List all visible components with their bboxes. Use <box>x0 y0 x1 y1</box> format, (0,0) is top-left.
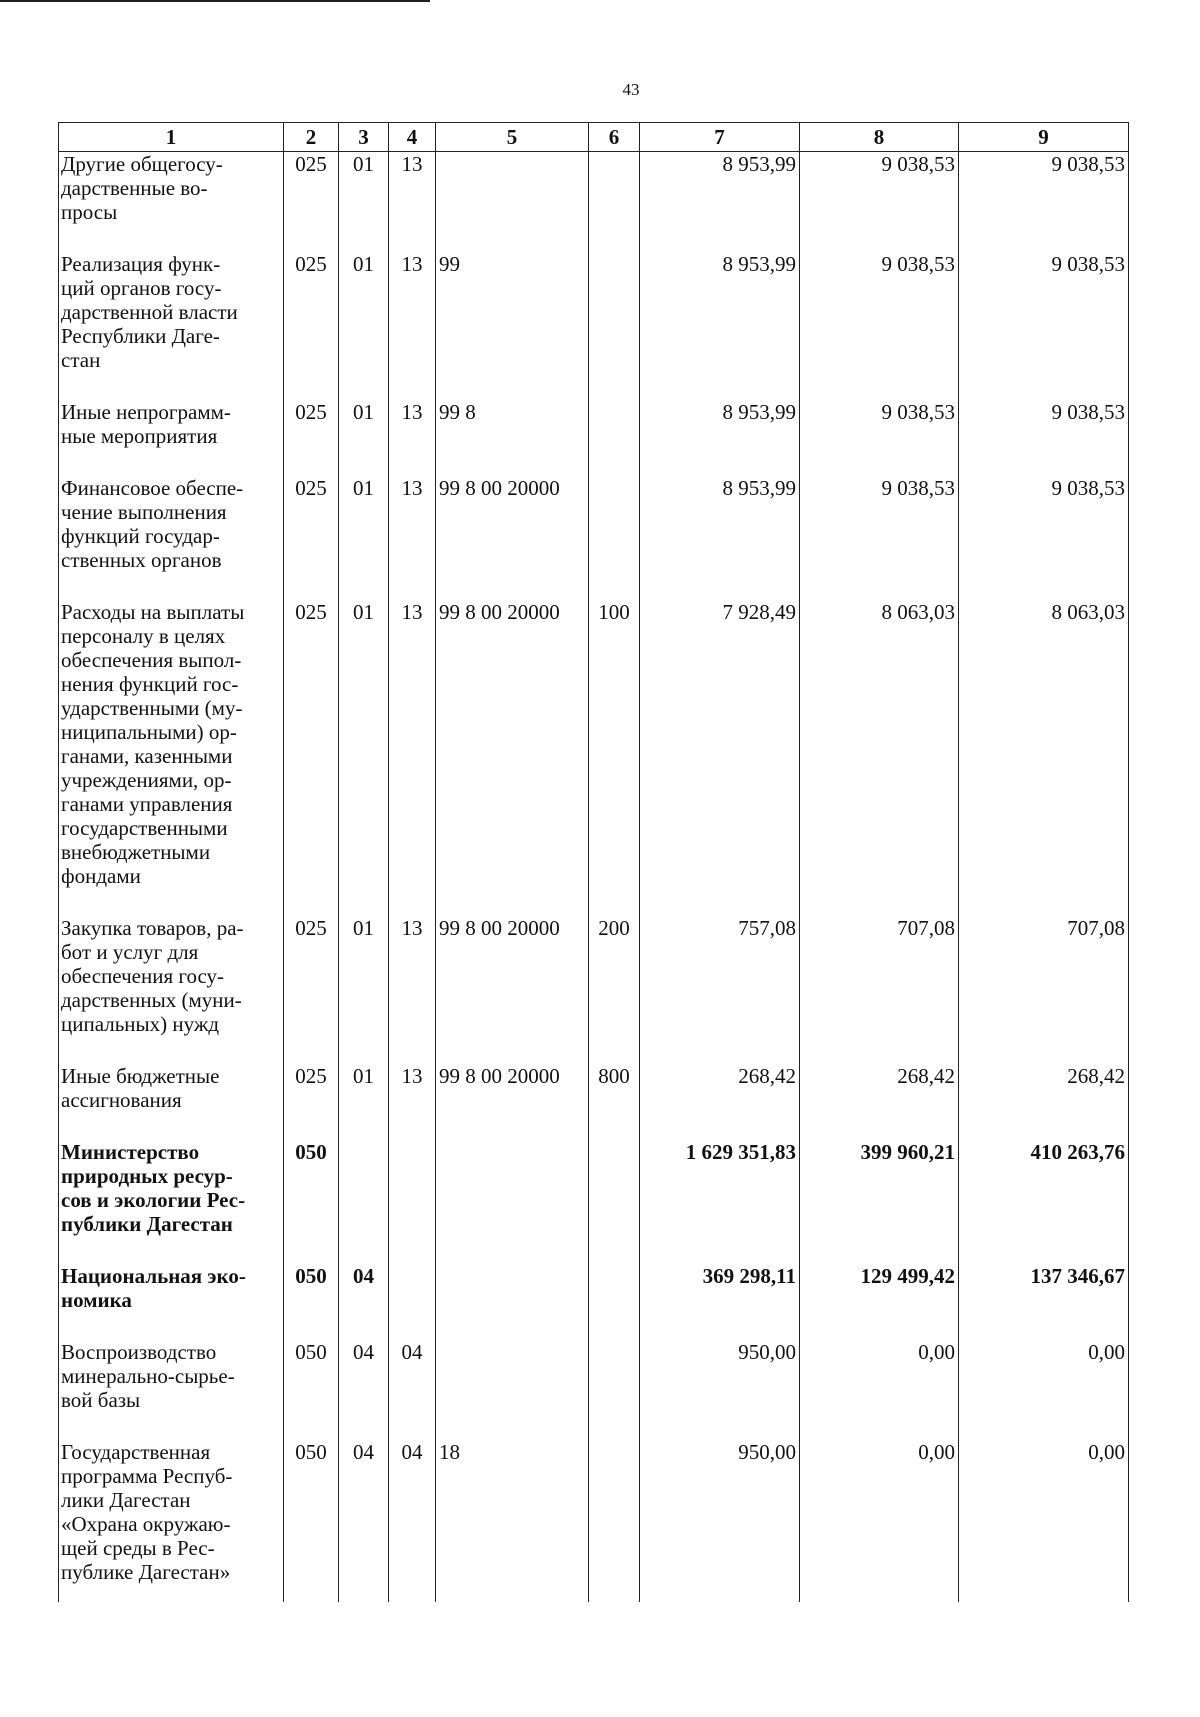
row-name-cell: Реализация функ- ций органов госу- дарственной власти Республики Даге- стан <box>59 252 284 400</box>
amount-col9-cell: 9 038,53 <box>959 476 1129 600</box>
amount-col8-cell: 707,08 <box>800 916 959 1064</box>
amount-col8-cell: 9 038,53 <box>800 476 959 600</box>
amount-col9-cell: 9 038,53 <box>959 400 1129 476</box>
row-name-cell: Иные непрограмм- ные мероприятия <box>59 400 284 476</box>
admin-code-cell: 025 <box>284 916 339 1064</box>
section-code-cell: 01 <box>339 252 389 400</box>
column-header: 4 <box>389 123 436 152</box>
table-row <box>59 1064 1129 1140</box>
amount-col8-cell: 0,00 <box>800 1440 959 1602</box>
admin-code-cell: 025 <box>284 252 339 400</box>
amount-col9-cell: 268,42 <box>959 1064 1129 1140</box>
section-code-cell: 01 <box>339 1064 389 1140</box>
expense-type-cell: 100 <box>589 600 640 916</box>
table-row <box>59 916 1129 1064</box>
admin-code-cell: 025 <box>284 1064 339 1140</box>
expense-type-cell <box>589 1264 640 1340</box>
amount-col8-cell: 129 499,42 <box>800 1264 959 1340</box>
section-code-cell: 01 <box>339 600 389 916</box>
admin-code-cell: 050 <box>284 1340 339 1440</box>
table-body <box>59 152 1129 1603</box>
amount-col7-cell: 950,00 <box>640 1440 800 1602</box>
admin-code-cell: 050 <box>284 1264 339 1340</box>
target-article-cell <box>436 1340 589 1440</box>
row-name-cell: Закупка товаров, ра- бот и услуг для обеспечения госу- дарственных (муни- ципальных) нужд <box>59 916 284 1064</box>
target-article-cell <box>436 152 589 253</box>
section-code-cell: 01 <box>339 476 389 600</box>
expense-type-cell <box>589 400 640 476</box>
section-code-cell: 04 <box>339 1440 389 1602</box>
admin-code-cell: 050 <box>284 1140 339 1264</box>
expense-type-cell <box>589 1440 640 1602</box>
table-row <box>59 1140 1129 1264</box>
admin-code-cell: 025 <box>284 152 339 253</box>
amount-col8-cell: 8 063,03 <box>800 600 959 916</box>
row-name-cell: Расходы на выплаты персоналу в целях обеспечения выпол- нения функций гос- ударственными (му- ниципальными) ор- ганами, казенными учреждениями, ор- ганами управления государственными внебюджетными фондами <box>59 600 284 916</box>
expense-type-cell: 200 <box>589 916 640 1064</box>
table-row <box>59 1340 1129 1440</box>
target-article-cell <box>436 1140 589 1264</box>
amount-col8-cell: 9 038,53 <box>800 400 959 476</box>
admin-code-cell: 025 <box>284 476 339 600</box>
section-code-cell <box>339 1140 389 1264</box>
admin-code-cell: 025 <box>284 600 339 916</box>
amount-col8-cell: 0,00 <box>800 1340 959 1440</box>
subsection-code-cell: 13 <box>389 476 436 600</box>
target-article-cell: 99 8 00 20000 <box>436 916 589 1064</box>
section-code-cell: 01 <box>339 400 389 476</box>
amount-col8-cell: 399 960,21 <box>800 1140 959 1264</box>
amount-col7-cell: 8 953,99 <box>640 152 800 253</box>
amount-col9-cell: 9 038,53 <box>959 152 1129 253</box>
amount-col9-cell: 9 038,53 <box>959 252 1129 400</box>
column-header: 1 <box>59 123 284 152</box>
column-header: 9 <box>959 123 1129 152</box>
subsection-code-cell <box>389 1264 436 1340</box>
row-name-cell: Финансовое обеспе- чение выполнения функций государ- ственных органов <box>59 476 284 600</box>
amount-col7-cell: 8 953,99 <box>640 400 800 476</box>
section-code-cell: 01 <box>339 916 389 1064</box>
amount-col8-cell: 268,42 <box>800 1064 959 1140</box>
subsection-code-cell: 13 <box>389 400 436 476</box>
table-row <box>59 1440 1129 1602</box>
target-article-cell: 99 8 00 20000 <box>436 600 589 916</box>
amount-col9-cell: 707,08 <box>959 916 1129 1064</box>
amount-col9-cell: 410 263,76 <box>959 1140 1129 1264</box>
row-name-cell: Другие общегосу- дарственные во- просы <box>59 152 284 253</box>
subsection-code-cell: 13 <box>389 152 436 253</box>
amount-col8-cell: 9 038,53 <box>800 152 959 253</box>
subsection-code-cell: 13 <box>389 916 436 1064</box>
amount-col7-cell: 1 629 351,83 <box>640 1140 800 1264</box>
target-article-cell: 18 <box>436 1440 589 1602</box>
admin-code-cell: 050 <box>284 1440 339 1602</box>
column-header: 7 <box>640 123 800 152</box>
amount-col8-cell: 9 038,53 <box>800 252 959 400</box>
subsection-code-cell: 13 <box>389 600 436 916</box>
column-header: 2 <box>284 123 339 152</box>
amount-col9-cell: 0,00 <box>959 1340 1129 1440</box>
amount-col9-cell: 8 063,03 <box>959 600 1129 916</box>
amount-col7-cell: 8 953,99 <box>640 476 800 600</box>
amount-col7-cell: 8 953,99 <box>640 252 800 400</box>
subsection-code-cell: 13 <box>389 252 436 400</box>
section-code-cell: 04 <box>339 1340 389 1440</box>
amount-col7-cell: 7 928,49 <box>640 600 800 916</box>
expense-type-cell <box>589 1340 640 1440</box>
row-name-cell: Национальная эко- номика <box>59 1264 284 1340</box>
admin-code-cell: 025 <box>284 400 339 476</box>
target-article-cell: 99 8 00 20000 <box>436 1064 589 1140</box>
subsection-code-cell: 04 <box>389 1340 436 1440</box>
table-row <box>59 400 1129 476</box>
target-article-cell <box>436 1264 589 1340</box>
amount-col7-cell: 950,00 <box>640 1340 800 1440</box>
table-header-row <box>59 123 1129 152</box>
column-header: 5 <box>436 123 589 152</box>
table-row <box>59 1264 1129 1340</box>
table-row <box>59 600 1129 916</box>
subsection-code-cell: 04 <box>389 1440 436 1602</box>
subsection-code-cell: 13 <box>389 1064 436 1140</box>
expense-type-cell <box>589 1140 640 1264</box>
column-header: 3 <box>339 123 389 152</box>
row-name-cell: Министерство природных ресур- сов и экологии Рес- публики Дагестан <box>59 1140 284 1264</box>
row-name-cell: Государственная программа Респуб- лики Дагестан «Охрана окружаю- щей среды в Рес- публике Дагестан» <box>59 1440 284 1602</box>
row-name-cell: Иные бюджетные ассигнования <box>59 1064 284 1140</box>
expense-type-cell <box>589 252 640 400</box>
amount-col9-cell: 0,00 <box>959 1440 1129 1602</box>
subsection-code-cell <box>389 1140 436 1264</box>
column-header: 8 <box>800 123 959 152</box>
target-article-cell: 99 8 <box>436 400 589 476</box>
target-article-cell: 99 <box>436 252 589 400</box>
amount-col7-cell: 268,42 <box>640 1064 800 1140</box>
page-number: 43 <box>622 80 640 99</box>
table-row <box>59 152 1129 253</box>
section-code-cell: 01 <box>339 152 389 253</box>
target-article-cell: 99 8 00 20000 <box>436 476 589 600</box>
budget-table <box>58 122 1129 1602</box>
top-rule <box>0 0 430 2</box>
expense-type-cell <box>589 152 640 253</box>
expense-type-cell: 800 <box>589 1064 640 1140</box>
amount-col9-cell: 137 346,67 <box>959 1264 1129 1340</box>
amount-col7-cell: 369 298,11 <box>640 1264 800 1340</box>
row-name-cell: Воспроизводство минерально-сырье- вой базы <box>59 1340 284 1440</box>
expense-type-cell <box>589 476 640 600</box>
table-row <box>59 476 1129 600</box>
column-header: 6 <box>589 123 640 152</box>
amount-col7-cell: 757,08 <box>640 916 800 1064</box>
section-code-cell: 04 <box>339 1264 389 1340</box>
table-row <box>59 252 1129 400</box>
